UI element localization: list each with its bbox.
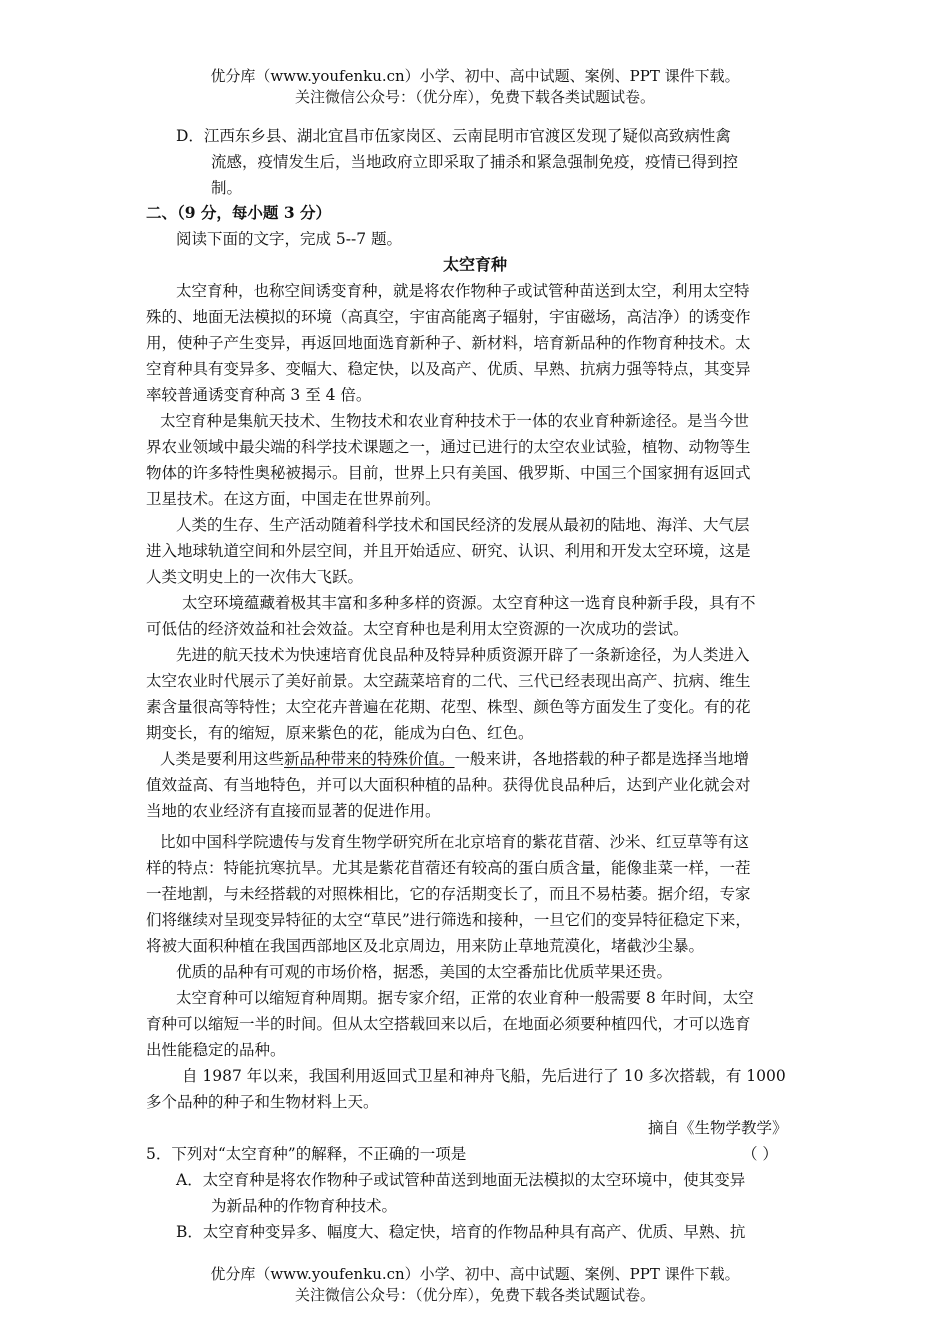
- p7-line: 样的特点：特能抗寒抗旱。尤其是紫花苜蓿还有较高的蛋白质含量，能像韭菜一样，一茬: [146, 859, 751, 877]
- p10-line: 多个品种的种子和生物材料上天。: [146, 1093, 379, 1111]
- header-line-1: 优分库（www.youfenku.cn）小学、初中、高中试题、案例、PPT 课件下载。: [210, 67, 740, 85]
- p6-pre: 人类是要利用这些: [160, 750, 285, 768]
- option-d-line-3: 制。: [211, 179, 243, 197]
- footer-line-1: 优分库（www.youfenku.cn）小学、初中、高中试题、案例、PPT 课件下载。: [210, 1265, 740, 1283]
- p9-line: 出性能稳定的品种。: [146, 1041, 286, 1059]
- p2-line: 太空育种是集航天技术、生物技术和农业育种技术于一体的农业育种新途径。是当今世: [160, 412, 750, 430]
- p7-line: 一茬地割，与未经搭载的对照株相比，它的存活期变长了，而且不易枯萎。据介绍，专家: [146, 885, 751, 903]
- p7-line: 将被大面积种植在我国西部地区及北京周边，用来防止草地荒漠化，堵截沙尘暴。: [146, 937, 705, 955]
- p1-line: 率较普通诱变育种高 3 至 4 倍。: [146, 386, 372, 404]
- p3-line: 进入地球轨道空间和外层空间，并且开始适应、研究、认识、利用和开发太空环境，这是: [146, 542, 751, 560]
- p7-line: 比如中国科学院遗传与发育生物学研究所在北京培育的紫花苜蓿、沙米、红豆草等有这: [160, 833, 750, 851]
- page-footer: [0, 1264, 950, 1306]
- question-5-stem: 5．下列对“太空育种”的解释，不正确的一项是: [146, 1145, 467, 1163]
- option-d-line-1: D．江西东乡县、湖北宜昌市伍家岗区、云南昆明市官渡区发现了疑似高致病性禽: [176, 127, 731, 145]
- p6-underlined: 新品种带来的特殊价值。: [284, 750, 455, 768]
- p6-line: 值效益高、有当地特色，并可以大面积种植的品种。获得优良品种后，达到产业化就会对: [146, 776, 751, 794]
- p4-line: 可低估的经济效益和社会效益。太空育种也是利用太空资源的一次成功的尝试。: [146, 620, 689, 638]
- p6-line: 当地的农业经济有直接而显著的促进作用。: [146, 802, 441, 820]
- p2-line: 卫星技术。在这方面，中国走在世界前列。: [146, 490, 441, 508]
- option-b-line-1: B．太空育种变异多、幅度大、稳定快，培育的作物品种具有高产、优质、早熟、抗: [176, 1223, 746, 1241]
- option-a-line-1: A．太空育种是将农作物种子或试管种苗送到地面无法模拟的太空环境中，使其变异: [176, 1171, 746, 1189]
- option-d-line-2: 流感，疫情发生后，当地政府立即采取了捕杀和紧急强制免疫，疫情已得到控: [211, 153, 739, 171]
- p1-line: 空育种具有变异多、变幅大、稳定快，以及高产、优质、早熟、抗病力强等特点，其变异: [146, 360, 751, 378]
- section-heading: 二、（9 分，每小题 3 分）: [146, 203, 332, 222]
- p1-line: 殊的、地面无法模拟的环境（高真空，宇宙高能离子辐射，宇宙磁场，高洁净）的诱变作: [146, 308, 751, 326]
- p6-line-1: [160, 748, 749, 770]
- section-instruction: 阅读下面的文字，完成 5--7 题。: [176, 230, 403, 248]
- p7-line: 们将继续对呈现变异特征的太空“草民”进行筛选和接种，一旦它们的变异特征稳定下来，: [146, 911, 751, 929]
- option-a-line-2: 为新品种的作物育种技术。: [211, 1197, 398, 1215]
- header-line-2: 关注微信公众号：（优分库），免费下载各类试题试卷。: [294, 88, 655, 106]
- p9-line: 太空育种可以缩短育种周期。据专家介绍，正常的农业育种一般需要 8 年时间，太空: [176, 989, 754, 1007]
- p6-post: 一般来讲，各地搭载的种子都是选择当地增: [454, 750, 750, 768]
- p3-line: 人类文明史上的一次伟大飞跃。: [146, 568, 364, 586]
- p5-line: 先进的航天技术为快速培育优良品种及特异种质资源开辟了一条新途径，为人类进入: [176, 646, 750, 664]
- p10-line: 自 1987 年以来，我国利用返回式卫星和神舟飞船，先后进行了 10 多次搭载，有 1000: [182, 1067, 786, 1085]
- article-title: 太空育种: [442, 255, 507, 274]
- p1-line: 太空育种，也称空间诱变育种，就是将农作物种子或试管种苗送到太空，利用太空特: [176, 282, 750, 300]
- p2-line: 物体的许多特性奥秘被揭示。目前，世界上只有美国、俄罗斯、中国三个国家拥有返回式: [146, 464, 751, 482]
- p9-line: 育种可以缩短一半的时间。但从太空搭载回来以后，在地面必须要种植四代，才可以选育: [146, 1015, 751, 1033]
- answer-bracket: （ ）: [742, 1145, 778, 1163]
- p2-line: 界农业领域中最尖端的科学技术课题之一，通过已进行的太空农业试验，植物、动物等生: [146, 438, 751, 456]
- article-source: 摘自《生物学教学》: [648, 1119, 788, 1137]
- p5-line: 期变长，有的缩短，原来紫色的花，能成为白色、红色。: [146, 724, 534, 742]
- p1-line: 用，使种子产生变异，再返回地面选育新种子、新材料，培育新品种的作物育种技术。太: [146, 334, 751, 352]
- footer-line-2: 关注微信公众号：（优分库），免费下载各类试题试卷。: [294, 1286, 655, 1304]
- p5-line: 太空农业时代展示了美好前景。太空蔬菜培育的二代、三代已经表现出高产、抗病、维生: [146, 672, 751, 690]
- p5-line: 素含量很高等特性；太空花卉普遍在花期、花型、株型、颜色等方面发生了变化。有的花: [146, 698, 751, 716]
- page-header: [0, 66, 950, 108]
- p3-line: 人类的生存、生产活动随着科学技术和国民经济的发展从最初的陆地、海洋、大气层: [176, 516, 750, 534]
- p4-line: 太空环境蕴藏着极其丰富和多种多样的资源。太空育种这一选育良种新手段，具有不: [182, 594, 756, 612]
- p8-line: 优质的品种有可观的市场价格，据悉，美国的太空番茄比优质苹果还贵。: [176, 963, 673, 981]
